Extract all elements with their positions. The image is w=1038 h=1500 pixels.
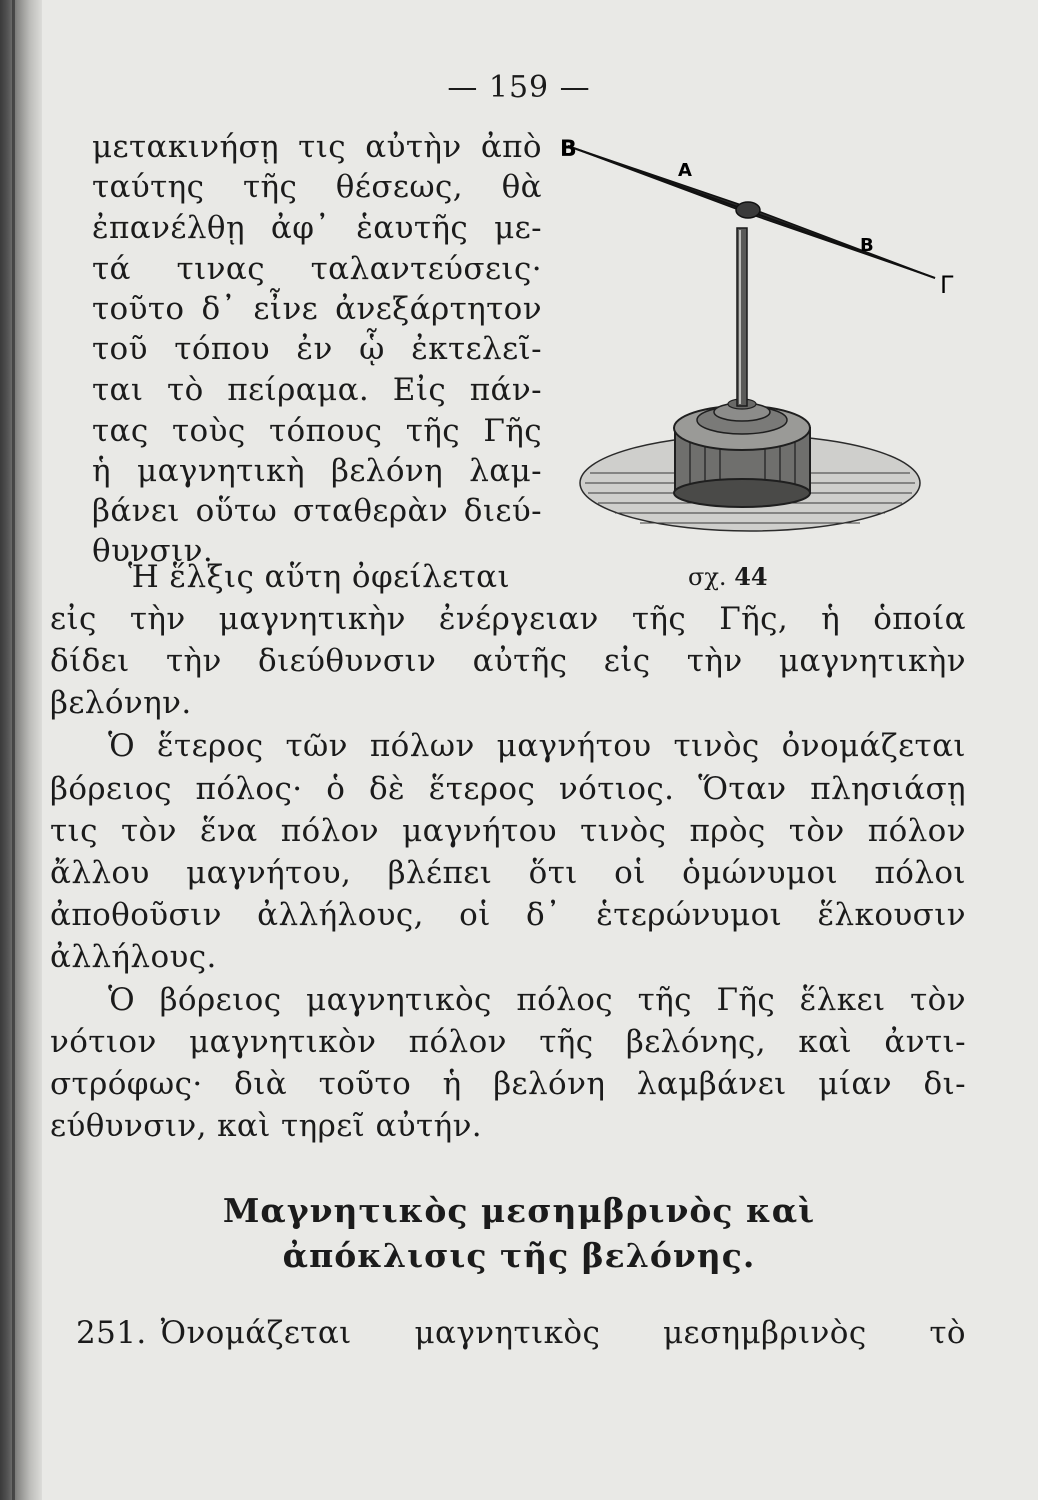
text-line: δίδει τὴν διεύθυνσιν αὐτῆς εἰς τὴν μαγνητικὴν bbox=[50, 643, 966, 679]
text-line: τοῦτο δ᾽ εἶνε ἀνεξάρτητον bbox=[92, 291, 542, 327]
text-line: Ὁ ἕτερος τῶν πόλων μαγνήτου τινὸς ὀνομάζεται bbox=[108, 728, 966, 764]
text-line: ἀλλήλους. bbox=[50, 939, 217, 975]
magnetic-needle-figure bbox=[560, 128, 960, 558]
text-line: Ἡ ἕλξις αὕτη ὀφείλεται bbox=[128, 559, 511, 595]
text-line: νότιον μαγνητικὸν πόλον τῆς βελόνης, καὶ ἀντι- bbox=[50, 1024, 966, 1060]
text-line: βελόνην. bbox=[50, 685, 192, 721]
text-line: μετακινήσῃ τις αὐτὴν ἀπὸ bbox=[92, 129, 542, 165]
figure-label-end-left: Β bbox=[560, 137, 577, 162]
section-heading-line-2: ἀπόκλισις τῆς βελόνης. bbox=[282, 1236, 756, 1275]
paragraph-251 bbox=[76, 1313, 966, 1353]
text-line: τας τοὺς τόπους τῆς Γῆς bbox=[92, 413, 542, 449]
paragraph-text: Ὀνομάζεται μαγνητικὸς μεσημβρινὸς τὸ bbox=[160, 1315, 966, 1351]
figure-caption-prefix: σχ. bbox=[688, 563, 727, 591]
figure-label-end-right: Γ bbox=[940, 271, 954, 299]
text-line: ται τὸ πείραμα. Εἰς πάν- bbox=[92, 372, 542, 408]
text-line: βόρειος πόλος· ὁ δὲ ἕτερος νότιος. Ὅταν πλησιάσῃ bbox=[50, 771, 966, 807]
text-line: τις τὸν ἕνα πόλον μαγνήτου τινὸς πρὸς τὸν πόλον bbox=[50, 813, 966, 849]
section-heading-line-1: Μαγνητικὸς μεσημβρινὸς καὶ bbox=[222, 1191, 816, 1230]
text-line: εύθυνσιν, καὶ τηρεῖ αὐτήν. bbox=[50, 1108, 483, 1144]
text-line: ἄλλου μαγνήτου, βλέπει ὅτι οἱ ὁμώνυμοι πόλοι bbox=[50, 855, 966, 891]
figure-caption bbox=[688, 562, 768, 592]
text-line: στρόφως· διὰ τοῦτο ἡ βελόνη λαμβάνει μίαν δι- bbox=[50, 1066, 966, 1102]
figure-caption-number: 44 bbox=[734, 562, 768, 591]
paragraph-number: 251. bbox=[76, 1315, 147, 1351]
text-line: εἰς τὴν μαγνητικὴν ἐνέργειαν τῆς Γῆς, ἡ ὁποία bbox=[50, 601, 966, 637]
text-line: βάνει οὕτω σταθερὰν διεύ- bbox=[92, 493, 542, 529]
text-line: τοῦ τόπου ἐν ᾧ ἐκτελεῖ- bbox=[92, 331, 542, 367]
text-line: τά τινας ταλαντεύσεις· bbox=[92, 251, 542, 287]
text-line: ταύτης τῆς θέσεως, θὰ bbox=[92, 169, 542, 205]
text-line: ἀποθοῦσιν ἀλλήλους, οἱ δ᾽ ἑτερώνυμοι ἕλκουσιν bbox=[50, 897, 966, 933]
page-number: — 159 — bbox=[447, 70, 591, 105]
text-line: ἐπανέλθῃ ἀφ᾽ ἑαυτῆς με- bbox=[92, 210, 542, 246]
figure-label-b: Β bbox=[860, 235, 874, 256]
figure-label-a: Α bbox=[678, 160, 692, 181]
text-line: Ὁ βόρειος μαγνητικὸς πόλος τῆς Γῆς ἕλκει τὸν bbox=[108, 982, 966, 1018]
text-line: θυνσιν. bbox=[92, 533, 214, 569]
text-line: ἡ μαγνητικὴ βελόνη λαμ- bbox=[92, 453, 542, 489]
